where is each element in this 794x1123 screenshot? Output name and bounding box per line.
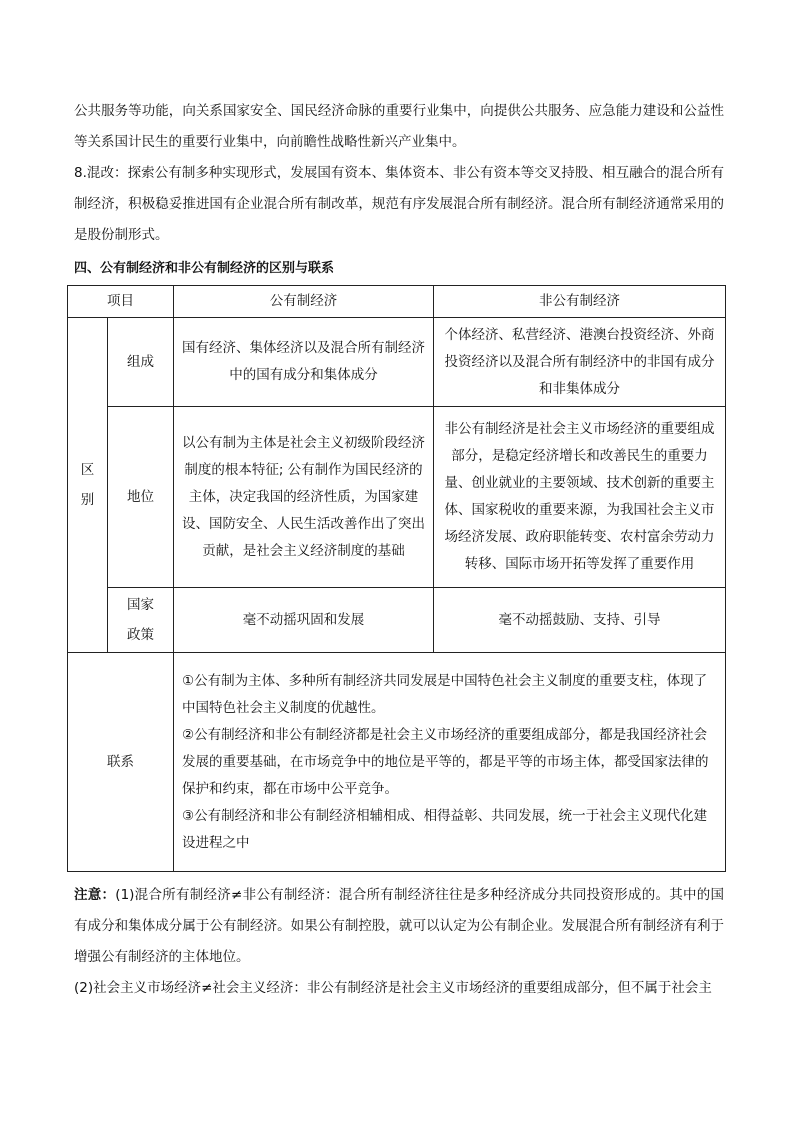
table-row [68,318,726,407]
notes-section [74,880,724,1004]
status-public: 以公有制为主体是社会主义初级阶段经济制度的根本特征; 公有制作为国民经济的主体，决定我国的经济性质，为国家建设、国防安全、人民生活改善作出了突出贡献，是社会主义经济制度的基础 [174,407,434,588]
section-heading: 四、公有制经济和非公有制经济的区别与联系 [74,261,335,276]
table-row [68,588,726,653]
table-row [68,407,726,588]
difference-label [68,318,108,653]
policy-label-line-1: 国家 [127,597,154,613]
link-content [174,653,726,872]
table-row [68,653,726,872]
policy-public: 毫不动摇巩固和发展 [174,588,434,653]
status-nonpublic: 非公有制经济是社会主义市场经济的重要组成部分，是稳定经济增长和改善民生的重要力量、创业就业的主要领域、技术创新的重要主体、国家税收的重要来源，为我国社会主义市场经济发展、政府职能转变、农村富余劳动力转移、国际市场开拓等发挥了重要作用 [434,407,726,588]
difference-label-char-2: 别 [80,492,95,508]
intro-paragraph-2: 8.混改：探索公有制多种实现形式，发展国有资本、集体资本、非公有资本等交叉持股、相互融合的混合所有制经济，积极稳妥推进国有企业混合所有制改革，规范有序发展混合所有制经济。混合所有制经济通常采用的是股份制形式。 [74,165,724,243]
composition-nonpublic: 个体经济、私营经济、港澳台投资经济、外商投资经济以及混合所有制经济中的非国有成分和非集体成分 [434,318,726,407]
link-point-3: ③公有制经济和非公有制经济相辅相成、相得益彰、共同发展，统一于社会主义现代化建设进程之中 [182,807,708,851]
link-point-2: ②公有制经济和非公有制经济都是社会主义市场经济的重要组成部分，都是我国经济社会发展的重要基础，在市场竞争中的地位是平等的，都是平等的市场主体，都受国家法律的保护和约束，都在市场中公平竞争。 [182,726,709,797]
header-item: 项目 [68,286,174,318]
row-label-composition: 组成 [108,318,174,407]
table-header-row [68,286,726,318]
policy-label-line-2: 政策 [127,627,154,643]
note-1 [74,880,724,973]
row-label-status: 地位 [108,407,174,588]
composition-public: 国有经济、集体经济以及混合所有制经济中的国有成分和集体成分 [174,318,434,407]
policy-nonpublic: 毫不动摇鼓励、支持、引导 [434,588,726,653]
link-label: 联系 [68,653,174,872]
intro-paragraph-1: 公共服务等功能，向关系国家安全、国民经济命脉的重要行业集中，向提供公共服务、应急能力建设和公益性等关系国计民生的重要行业集中，向前瞻性战略性新兴产业集中。 [74,103,724,150]
intro-section [74,96,724,251]
note-2: (2)社会主义市场经济≠社会主义经济：非公有制经济是社会主义市场经济的重要组成部分，但不属于社会主 [74,980,712,996]
note-1-text: (1)混合所有制经济≠非公有制经济：混合所有制经济往往是多种经济成分共同投资形成的。其中的国有成分和集体成分属于公有制经济。如果公有制控股，就可以认定为公有制企业。发展混合所有制经济有利于增强公有制经济的主体地位。 [74,887,725,965]
comparison-table [67,285,726,872]
notes-label: 注意： [74,887,116,903]
link-point-1: ①公有制为主体、多种所有制经济共同发展是中国特色社会主义制度的重要支柱，体现了中国特色社会主义制度的优越性。 [182,672,708,716]
header-public: 公有制经济 [174,286,434,318]
row-label-policy [108,588,174,653]
difference-label-char-1: 区 [80,462,95,478]
header-nonpublic: 非公有制经济 [434,286,726,318]
